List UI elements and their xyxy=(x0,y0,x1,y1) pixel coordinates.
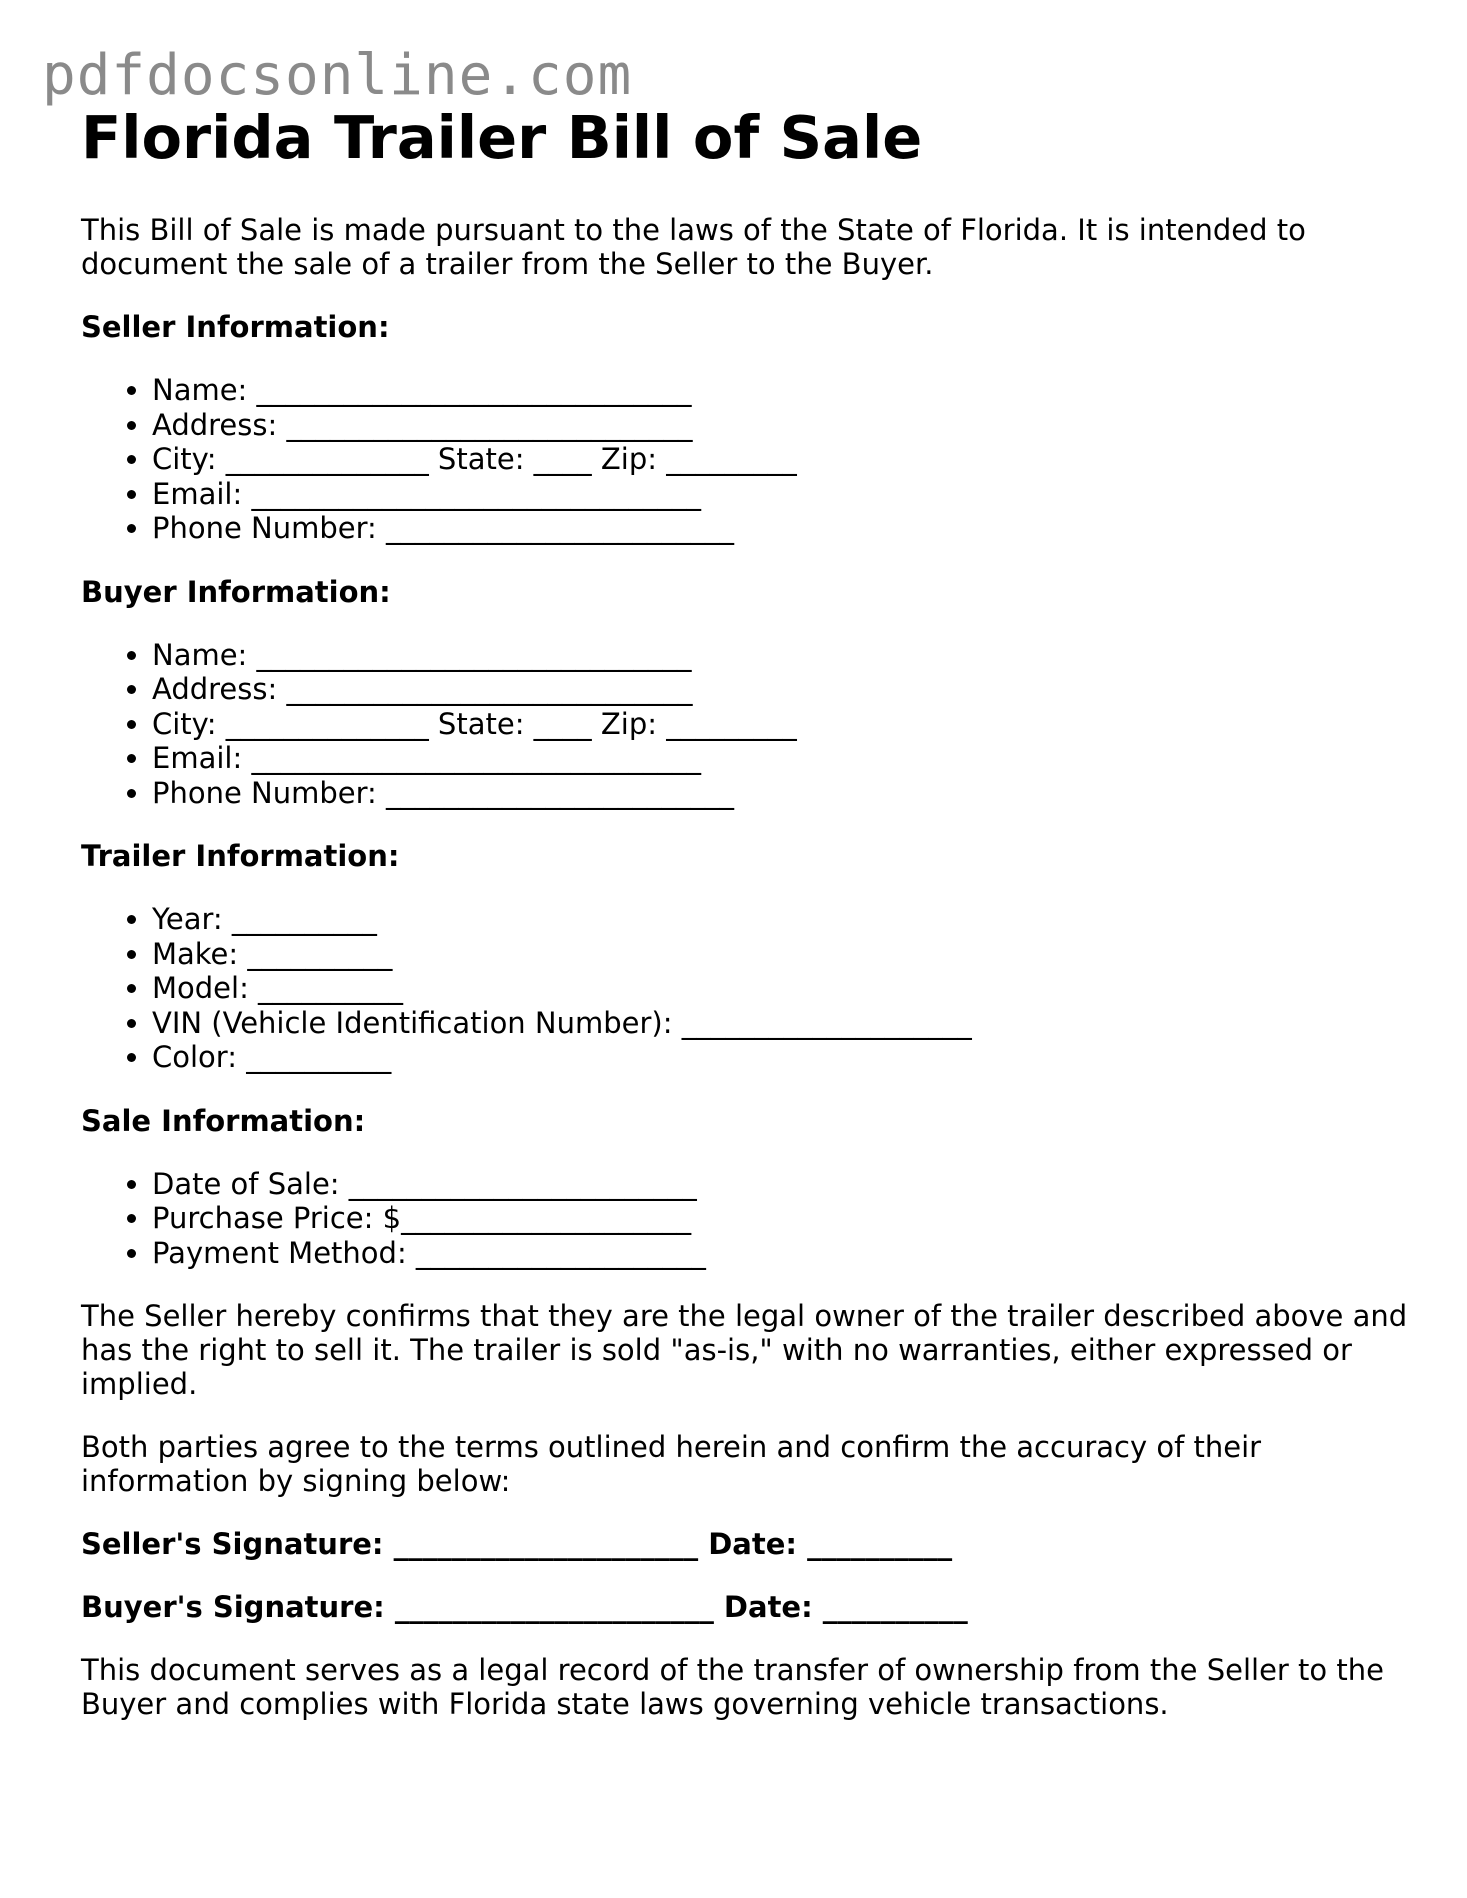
sale-price-field: • Purchase Price: $____________________ xyxy=(152,1201,1411,1236)
confirmation-paragraph: The Seller hereby confirms that they are the legal owner of the trailer described above and has the right to sell it. The trailer is sold "as-is," with no warranties, either expressed or implied. xyxy=(81,1299,1408,1401)
seller-section-heading: Seller Information: xyxy=(81,310,390,344)
buyer-signature-line: Buyer's Signature: ______________________ Date: __________ xyxy=(81,1590,968,1624)
seller-signature-line: Seller's Signature: _____________________ Date: __________ xyxy=(81,1527,953,1561)
seller-name-field: • Name: ______________________________ xyxy=(152,373,1411,408)
trailer-make-field: • Make: __________ xyxy=(152,937,1411,972)
buyer-email-field: • Email: _______________________________ xyxy=(152,741,1411,776)
closing-paragraph: This document serves as a legal record of the transfer of ownership from the Seller to the Buyer and complies with Florida state laws governing vehicle transactions. xyxy=(81,1653,1384,1721)
seller-address-field: • Address: ____________________________ xyxy=(152,408,1411,443)
trailer-fields-list xyxy=(81,902,1411,1075)
trailer-vin-field: • VIN (Vehicle Identification Number): ____________________ xyxy=(152,1006,1411,1041)
buyer-section-heading: Buyer Information: xyxy=(81,574,391,609)
trailer-year-field: • Year: __________ xyxy=(152,902,1411,937)
buyer-phone-field: • Phone Number: ________________________ xyxy=(152,776,1411,811)
document-title: Florida Trailer Bill of Sale xyxy=(81,103,923,172)
buyer-name-field: • Name: ______________________________ xyxy=(152,638,1411,673)
buyer-fields-list xyxy=(81,638,1411,811)
seller-city-state-zip-field: • City: ______________ State: ____ Zip: _________ xyxy=(152,442,1411,477)
trailer-color-field: • Color: __________ xyxy=(152,1040,1411,1075)
seller-fields-list xyxy=(81,373,1411,546)
sale-payment-field: • Payment Method: ____________________ xyxy=(152,1236,1411,1271)
buyer-address-field: • Address: ____________________________ xyxy=(152,672,1411,707)
buyer-city-state-zip-field: • City: ______________ State: ____ Zip: _________ xyxy=(152,707,1411,742)
sale-date-field: • Date of Sale: ________________________ xyxy=(152,1167,1411,1202)
trailer-section-heading: Trailer Information: xyxy=(81,839,400,873)
seller-email-field: • Email: _______________________________ xyxy=(152,477,1411,512)
agreement-paragraph: Both parties agree to the terms outlined herein and confirm the accuracy of their information by signing below: xyxy=(81,1430,1262,1498)
seller-phone-field: • Phone Number: ________________________ xyxy=(152,511,1411,546)
document-page xyxy=(81,96,1411,1721)
sale-fields-list xyxy=(81,1167,1411,1271)
sale-section-heading: Sale Information: xyxy=(81,1103,366,1138)
watermark: pdfdocsonline.com xyxy=(42,43,633,108)
intro-paragraph: This Bill of Sale is made pursuant to the laws of the State of Florida. It is intended to document the sale of a trailer from the Seller to the Buyer. xyxy=(81,213,1306,281)
trailer-model-field: • Model: __________ xyxy=(152,971,1411,1006)
